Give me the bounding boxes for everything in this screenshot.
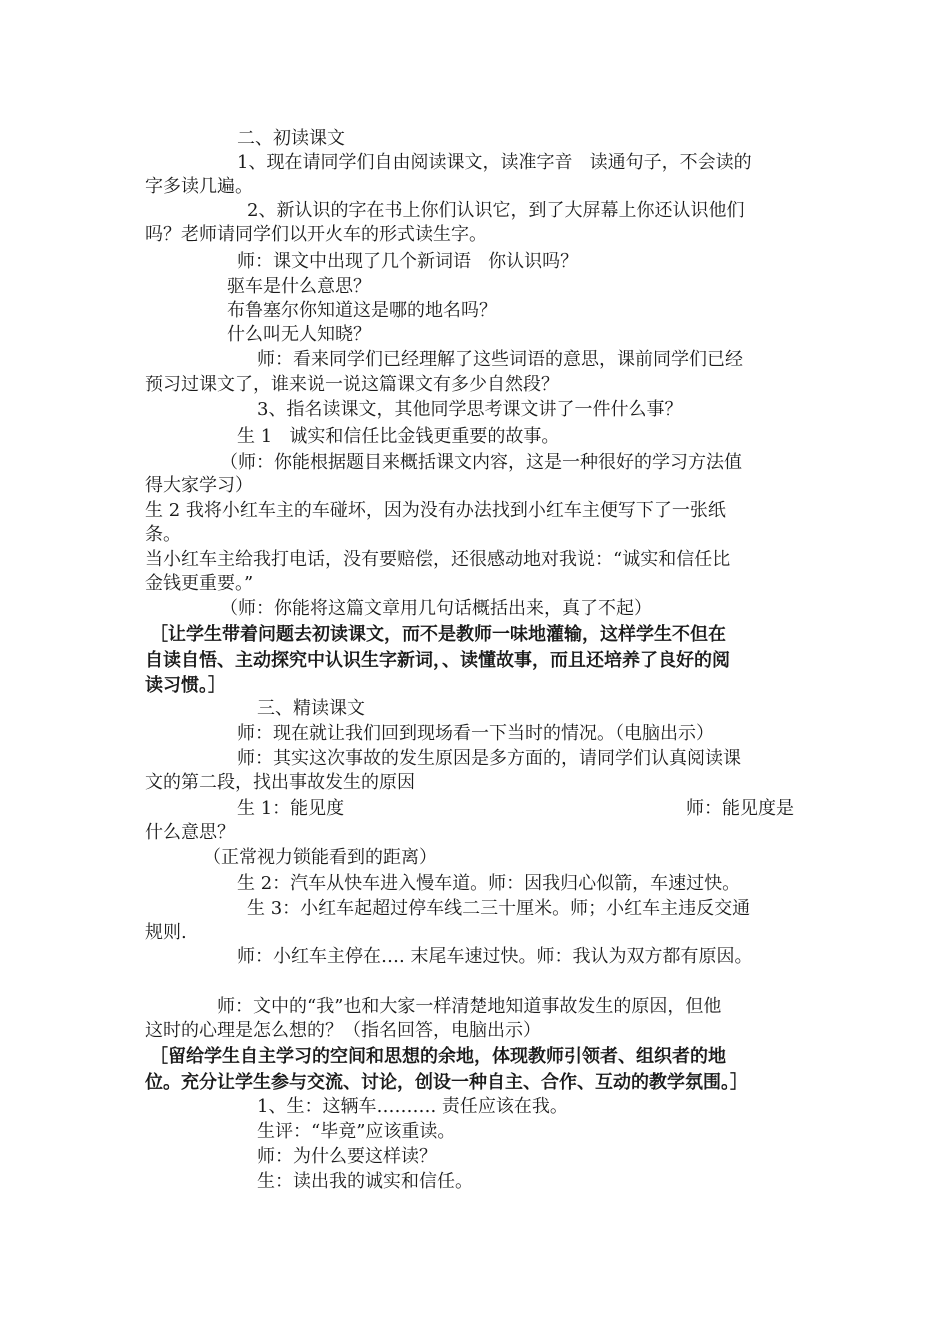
- paragraph-line: 条。: [145, 524, 181, 545]
- paragraph-line: 师：看来同学们已经理解了这些词语的意思，课前同学们已经: [257, 349, 743, 370]
- dialogue-line: 师：为什么要这样读？: [257, 1146, 437, 1167]
- paragraph-line: 生 1：能见度: [237, 798, 345, 819]
- teaching-note: ［让学生带着问题去初读课文，而不是教师一味地灌输，这样学生不但在: [150, 624, 726, 645]
- dialogue-line: 生评：“毕竟”应该重读。: [257, 1121, 456, 1142]
- paragraph-line: （正常视力锁能看到的距离）: [203, 847, 437, 868]
- paragraph-line: 生 2：汽车从快车进入慢车道。师：因我归心似箭，车速过快。: [237, 873, 741, 894]
- dialogue-line: 1、生：这辆车………. 责任应该在我。: [257, 1096, 568, 1117]
- paragraph-line: 1、现在请同学们自由阅读课文，读准字音 读通句子，不会读的: [237, 152, 752, 173]
- paragraph-line: 文的第二段，找出事故发生的原因: [145, 772, 415, 793]
- paragraph-line: 2、新认识的字在书上你们认识它，到了大屏幕上你还认识他们: [247, 200, 745, 221]
- paragraph-line: 当小红车主给我打电话，没有要赔偿，还很感动地对我说：“诚实和信任比: [145, 549, 731, 570]
- paragraph-line: 布鲁塞尔你知道这是哪的地名吗？: [227, 300, 497, 321]
- paragraph-line: 师：文中的“我”也和大家一样清楚地知道事故发生的原因，但他: [217, 996, 722, 1017]
- paragraph-line: 师：小红车主停在…. 末尾车速过快。师：我认为双方都有原因。: [237, 946, 753, 967]
- paragraph-line: 这时的心理是怎么想的？（指名回答，电脑出示）: [145, 1020, 541, 1041]
- teaching-note: ［留给学生自主学习的空间和思想的余地，体现教师引领者、组织者的地: [150, 1046, 726, 1067]
- paragraph-line: 生 1 诚实和信任比金钱更重要的故事。: [237, 426, 560, 447]
- paragraph-line: 师：其实这次事故的发生原因是多方面的，请同学们认真阅读课: [237, 748, 741, 769]
- paragraph-line: 吗？老师请同学们以开火车的形式读生字。: [145, 224, 487, 245]
- paragraph-line: 规则.: [145, 922, 187, 943]
- paragraph-line: 预习过课文了，谁来说一说这篇课文有多少自然段？: [145, 374, 559, 395]
- paragraph-line: 师：现在就让我们回到现场看一下当时的情况。（电脑出示）: [237, 723, 714, 744]
- paragraph-line: 生 3：小红车起超过停车线二三十厘米。师；小红车主违反交通: [247, 898, 751, 919]
- dialogue-line: 生：读出我的诚实和信任。: [257, 1171, 473, 1192]
- section-heading: 二、初读课文: [237, 128, 345, 149]
- paragraph-line: 师：课文中出现了几个新词语 你认识吗？: [237, 251, 579, 272]
- paragraph-line: 什么叫无人知晓？: [227, 324, 371, 345]
- paragraph-line: （师：你能将这篇文章用几句话概括出来，真了不起）: [220, 598, 652, 619]
- paragraph-line: 生 2 我将小红车主的车碰坏，因为没有办法找到小红车主便写下了一张纸: [145, 500, 726, 521]
- teaching-note: 自读自悟、主动探究中认识生字新词，、读懂故事，而且还培养了良好的阅: [145, 650, 730, 671]
- paragraph-line: 字多读几遍。: [145, 176, 253, 197]
- paragraph-line: （师：你能根据题目来概括课文内容，这是一种很好的学习方法值: [220, 452, 742, 473]
- paragraph-line: 得大家学习）: [145, 475, 253, 496]
- teaching-note: 读习惯。］: [145, 675, 226, 696]
- paragraph-line: 师：能见度是: [686, 798, 794, 819]
- paragraph-line: 金钱更重要。”: [145, 573, 254, 594]
- paragraph-line: 什么意思？: [145, 822, 235, 843]
- paragraph-line: 3、指名读课文，其他同学思考课文讲了一件什么事？: [257, 399, 683, 420]
- section-heading: 三、精读课文: [257, 698, 365, 719]
- teaching-note: 位。充分让学生参与交流、讨论，创设一种自主、合作、互动的教学氛围。］: [145, 1072, 748, 1093]
- paragraph-line: 驱车是什么意思？: [227, 276, 371, 297]
